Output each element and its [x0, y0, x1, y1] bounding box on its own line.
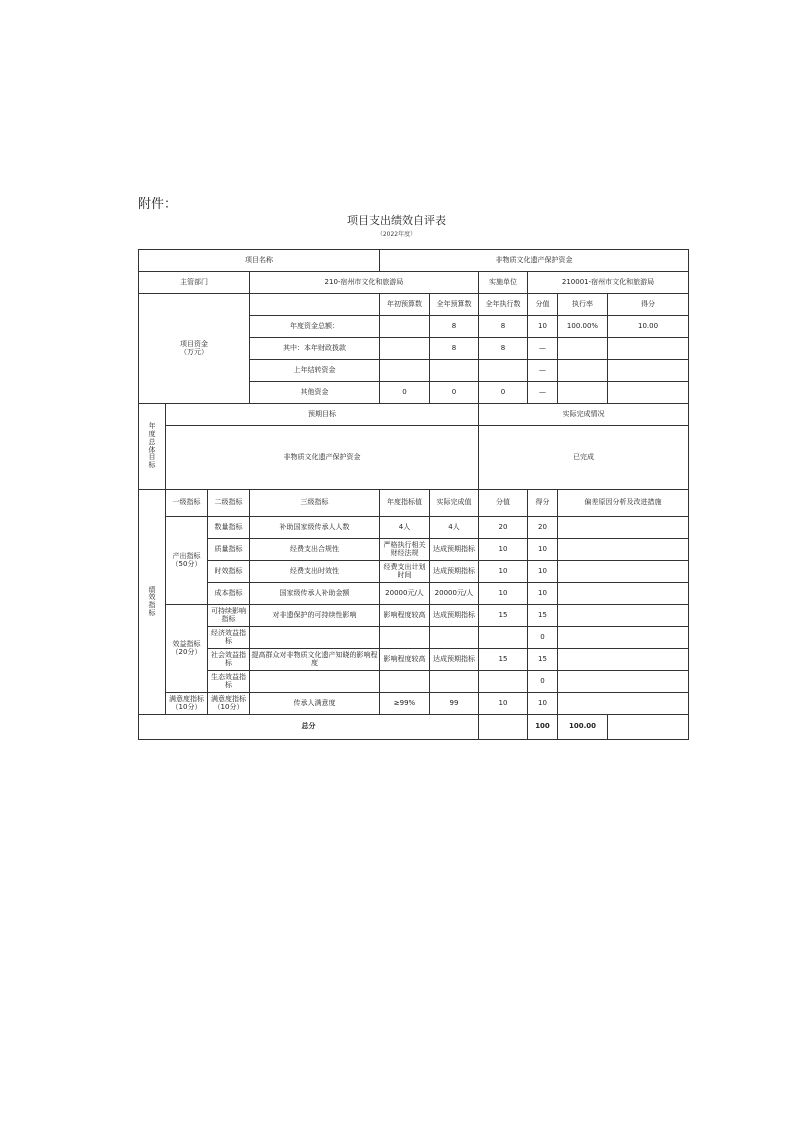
funds-label-line1: 项目资金 — [180, 339, 208, 348]
funds-executed: 0 — [479, 382, 528, 404]
indicator-row — [139, 671, 689, 693]
funds-row-label: 年度资金总额： — [250, 316, 380, 338]
indicators-side-label-text: 绩效指标 — [148, 585, 156, 617]
indicator-score-value — [479, 671, 528, 693]
total-row — [139, 715, 689, 740]
header-target: 年度指标值 — [380, 490, 430, 517]
form-title: 项目支出绩效自评表 — [347, 214, 446, 227]
funds-score-value: — — [528, 338, 558, 360]
attachment-label: 附件： — [138, 197, 178, 212]
indicator-reason — [558, 517, 689, 539]
indicator-level2: 数量指标 — [208, 517, 250, 539]
funds-executed: 8 — [479, 338, 528, 360]
total-reason — [608, 715, 689, 740]
indicator-actual: 达成预期指标 — [430, 539, 479, 561]
funds-header-row — [139, 294, 689, 316]
funds-score: 10.00 — [608, 316, 689, 338]
funds-annual: 0 — [430, 382, 479, 404]
funds-score — [608, 338, 689, 360]
funds-header-initial: 年初预算数 — [380, 294, 430, 316]
project-name-value: 非物质文化遗产保护资金 — [380, 250, 689, 272]
total-score: 100.00 — [558, 715, 608, 740]
implementer-label: 实施单位 — [479, 272, 528, 294]
indicator-level2: 时效指标 — [208, 561, 250, 583]
funds-header-score-value: 分值 — [528, 294, 558, 316]
header-actual: 实际完成值 — [430, 490, 479, 517]
funds-executed: 8 — [479, 316, 528, 338]
implementer-value: 210001-宿州市文化和旅游局 — [528, 272, 689, 294]
header-score: 得分 — [528, 490, 558, 517]
indicator-level3 — [250, 671, 380, 693]
funds-initial — [380, 360, 430, 382]
goals-content-row — [139, 426, 689, 490]
indicator-reason — [558, 583, 689, 605]
output-group-label: 产出指标（50分） — [166, 517, 208, 605]
funds-rate — [558, 382, 608, 404]
indicator-target — [380, 671, 430, 693]
indicator-level3: 补助国家级传承人人数 — [250, 517, 380, 539]
indicator-score: 10 — [528, 539, 558, 561]
funds-header-rate: 执行率 — [558, 294, 608, 316]
indicator-row — [139, 583, 689, 605]
indicator-level2: 可持续影响指标 — [208, 605, 250, 627]
department-row — [139, 272, 689, 294]
indicator-reason — [558, 539, 689, 561]
indicator-target: 严格执行相关财经法规 — [380, 539, 430, 561]
indicator-reason — [558, 561, 689, 583]
indicator-level3 — [250, 627, 380, 649]
header-level3: 三级指标 — [250, 490, 380, 517]
total-score-value: 100 — [528, 715, 558, 740]
indicator-score: 10 — [528, 693, 558, 715]
goals-header-row — [139, 404, 689, 426]
funds-annual: 8 — [430, 316, 479, 338]
indicator-score: 0 — [528, 671, 558, 693]
indicator-level3: 传承人满意度 — [250, 693, 380, 715]
total-actual — [479, 715, 528, 740]
indicator-level2: 满意度指标（10分） — [208, 693, 250, 715]
indicator-level3: 提高群众对非物质文化遗产知晓的影响程度 — [250, 649, 380, 671]
indicator-actual: 20000元/人 — [430, 583, 479, 605]
indicator-row — [139, 517, 689, 539]
goals-actual-header: 实际完成情况 — [479, 404, 689, 426]
indicator-target — [380, 627, 430, 649]
funds-rate: 100.00% — [558, 316, 608, 338]
indicator-row — [139, 649, 689, 671]
indicator-row — [139, 539, 689, 561]
funds-label — [139, 294, 250, 404]
indicator-score: 0 — [528, 627, 558, 649]
indicator-level2: 经济效益指标 — [208, 627, 250, 649]
header-level1: 一级指标 — [166, 490, 208, 517]
indicator-actual — [430, 627, 479, 649]
indicator-level2: 成本指标 — [208, 583, 250, 605]
indicators-header-row — [139, 490, 689, 517]
indicator-reason — [558, 693, 689, 715]
indicator-actual: 99 — [430, 693, 479, 715]
goals-side-label — [139, 404, 166, 490]
funds-annual — [430, 360, 479, 382]
goals-actual: 已完成 — [479, 426, 689, 490]
indicator-score-value: 10 — [479, 693, 528, 715]
indicator-actual: 4人 — [430, 517, 479, 539]
indicator-target: 影响程度较高 — [380, 649, 430, 671]
indicator-reason — [558, 605, 689, 627]
indicator-target: 经费支出计划时间 — [380, 561, 430, 583]
indicator-actual: 达成预期指标 — [430, 649, 479, 671]
funds-header-score: 得分 — [608, 294, 689, 316]
funds-score-value: 10 — [528, 316, 558, 338]
indicator-score-value: 10 — [479, 561, 528, 583]
funds-label-line2: （万元） — [180, 347, 208, 356]
indicators-side-label — [139, 490, 166, 715]
indicator-target: 20000元/人 — [380, 583, 430, 605]
indicator-score: 15 — [528, 649, 558, 671]
goals-side-label-text: 年度总体目标 — [148, 422, 156, 469]
indicator-reason — [558, 649, 689, 671]
department-label: 主管部门 — [139, 272, 250, 294]
satisfaction-group-label: 满意度指标（10分） — [166, 693, 208, 715]
indicator-level3: 对非遗保护的可持续性影响 — [250, 605, 380, 627]
indicator-actual: 达成预期指标 — [430, 605, 479, 627]
funds-executed — [479, 360, 528, 382]
indicator-level2: 生态效益指标 — [208, 671, 250, 693]
indicator-score-value: 10 — [479, 583, 528, 605]
funds-score-value: — — [528, 360, 558, 382]
funds-score — [608, 382, 689, 404]
indicator-score: 10 — [528, 561, 558, 583]
funds-rate — [558, 360, 608, 382]
funds-score-value: — — [528, 382, 558, 404]
funds-header-annual: 全年预算数 — [430, 294, 479, 316]
indicator-row — [139, 605, 689, 627]
indicator-score: 10 — [528, 583, 558, 605]
indicator-level2: 质量指标 — [208, 539, 250, 561]
indicator-score: 20 — [528, 517, 558, 539]
indicator-score: 15 — [528, 605, 558, 627]
indicator-score-value: 15 — [479, 649, 528, 671]
total-label: 总分 — [139, 715, 479, 740]
indicator-row — [139, 627, 689, 649]
indicator-level3: 国家级传承人补助金额 — [250, 583, 380, 605]
indicator-actual — [430, 671, 479, 693]
funds-header-executed: 全年执行数 — [479, 294, 528, 316]
indicator-target: ≥99% — [380, 693, 430, 715]
header-score-value: 分值 — [479, 490, 528, 517]
funds-header-blank — [250, 294, 380, 316]
indicator-row — [139, 693, 689, 715]
goals-expected: 非物质文化遗产保护资金 — [166, 426, 479, 490]
indicator-score-value: 15 — [479, 605, 528, 627]
indicator-score-value: 20 — [479, 517, 528, 539]
indicator-level3: 经费支出合规性 — [250, 539, 380, 561]
funds-initial — [380, 338, 430, 360]
indicator-reason — [558, 627, 689, 649]
form-year: （2022年度） — [376, 231, 417, 238]
funds-initial: 0 — [380, 382, 430, 404]
department-value: 210-宿州市文化和旅游局 — [250, 272, 479, 294]
funds-rate — [558, 338, 608, 360]
benefit-group-label: 效益指标（20分） — [166, 605, 208, 693]
header-reason: 偏差原因分析及改进措施 — [558, 490, 689, 517]
funds-score — [608, 360, 689, 382]
indicator-level3: 经费支出时效性 — [250, 561, 380, 583]
funds-initial — [380, 316, 430, 338]
evaluation-table — [138, 249, 689, 740]
indicator-row — [139, 561, 689, 583]
funds-row-label: 其他资金 — [250, 382, 380, 404]
indicator-score-value — [479, 627, 528, 649]
indicator-level2: 社会效益指标 — [208, 649, 250, 671]
funds-row-label: 上年结转资金 — [250, 360, 380, 382]
indicator-actual: 达成预期指标 — [430, 561, 479, 583]
project-name-row — [139, 250, 689, 272]
goals-expected-header: 预期目标 — [166, 404, 479, 426]
indicator-target: 影响程度较高 — [380, 605, 430, 627]
header-level2: 二级指标 — [208, 490, 250, 517]
funds-row-label: 其中：本年财政拨款 — [250, 338, 380, 360]
project-name-label: 项目名称 — [139, 250, 380, 272]
indicator-score-value: 10 — [479, 539, 528, 561]
indicator-reason — [558, 671, 689, 693]
indicator-target: 4人 — [380, 517, 430, 539]
funds-annual: 8 — [430, 338, 479, 360]
